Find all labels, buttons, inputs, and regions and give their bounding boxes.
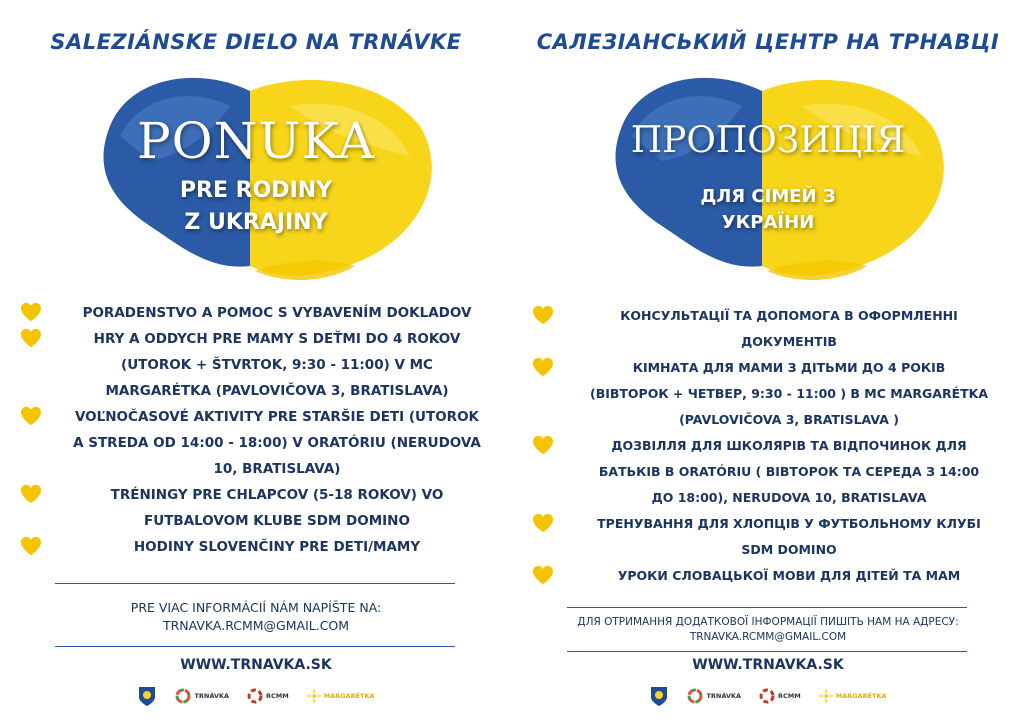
left-hero-sub2: Z UKRAJINY (184, 210, 328, 235)
yellow-heart-icon (20, 484, 42, 504)
left-contact-email[interactable]: TRNAVKA.RCMM@GMAIL.COM (162, 618, 350, 633)
offer-item (532, 433, 1012, 511)
trnavka-logo: TRNÁVKA (687, 688, 741, 704)
offer-item-line: HRY A ODDYCH PRE MAMY S DEŤMI DO 4 ROKOV (93, 331, 461, 347)
left-hero-sub1: PRE RODINY (179, 178, 333, 203)
left-hero-title: PONUKA (137, 112, 375, 170)
left-offer-list (20, 300, 500, 560)
yellow-heart-icon (532, 435, 554, 455)
left-partner-logos (0, 681, 512, 711)
yellow-heart-icon (20, 328, 42, 348)
ukrainian-poster (512, 0, 1024, 723)
offer-item-line: PORADENSTVO A POMOC S VYBAVENÍM DOKLADOV (82, 305, 472, 321)
offer-item-line: КОНСУЛЬТАЦІЇ ТА ДОПОМОГА В ОФОРМЛЕННІ (620, 308, 958, 323)
offer-item (20, 482, 500, 534)
right-hero-sub1: ДЛЯ СІМЕЙ З (700, 186, 836, 207)
offer-item (20, 534, 500, 560)
offer-item-line: VOĽNOČASOVÉ AKTIVITY PRE STARŠIE DETI (UTOROK (74, 409, 480, 425)
yellow-heart-icon (532, 513, 554, 533)
right-contact-email[interactable]: TRNAVKA.RCMM@GMAIL.COM (689, 631, 847, 643)
left-divider-bottom (55, 646, 455, 647)
offer-item-line: (PAVLOVIČOVA 3, BRATISLAVA ) (679, 412, 899, 427)
offer-item-line: ДОЗВІЛЛЯ ДЛЯ ШКОЛЯРІВ ТА ВІДПОЧИНОК ДЛЯ (611, 438, 967, 453)
offer-item (532, 355, 1012, 433)
right-title: САЛЕЗІАНСЬКИЙ ЦЕНТР НА ТРНАВЦІ (536, 30, 1000, 54)
sdm-shield-icon (137, 685, 157, 707)
right-partner-logos (512, 681, 1024, 711)
offer-item (532, 511, 1012, 563)
offer-item-line: БАТЬКІВ В ORATÓRIU ( ВІВТОРОК ТА СЕРЕДА З 14:00 (598, 464, 980, 479)
right-offer-list (532, 303, 1012, 589)
offer-item-line: SDM DOMINO (741, 542, 837, 557)
offer-item-line: ТРЕНУВАННЯ ДЛЯ ХЛОПЦІВ У ФУТБОЛЬНОМУ КЛУБІ (597, 516, 981, 531)
yellow-heart-icon (20, 536, 42, 556)
left-title: SALEZIÁNSKE DIELO NA TRNÁVKE (50, 30, 462, 54)
left-contact-line1: PRE VIAC INFORMÁCIÍ NÁM NAPÍŠTE NA: (130, 600, 382, 615)
heart-watercolor-blob (602, 66, 962, 291)
rcmm-logo: RCMM (759, 688, 801, 704)
yellow-heart-icon (532, 565, 554, 585)
sdm-shield-icon (649, 685, 669, 707)
offer-item (532, 563, 1012, 589)
right-contact-line1: ДЛЯ ОТРИМАННЯ ДОДАТКОВОЇ ІНФОРМАЦІЇ ПИШІТЬ НАМ НА АДРЕСУ: (577, 616, 959, 628)
offer-item-line: ДО 18:00), NERUDOVA 10, BRATISLAVA (651, 490, 927, 505)
yellow-heart-icon (20, 406, 42, 426)
yellow-heart-icon (532, 357, 554, 377)
offer-item-line: A STREDA OD 14:00 - 18:00) V ORATÓRIU (NERUDOVA (73, 435, 481, 451)
left-website-link[interactable]: WWW.TRNAVKA.SK (180, 657, 332, 673)
offer-item-line: TRÉNINGY PRE CHLAPCOV (5-18 ROKOV) VO (110, 487, 444, 503)
offer-item (20, 326, 500, 404)
offer-item-line: КІМНАТА ДЛЯ МАМИ З ДІТЬМИ ДО 4 РОКІВ (632, 360, 946, 375)
offer-item-line: MARGARÉTKA (PAVLOVIČOVA 3, BRATISLAVA) (105, 383, 449, 399)
offer-item-line: (ВІВТОРОК + ЧЕТВЕР, 9:30 - 11:00 ) В MC MARGARÉTKA (589, 386, 988, 401)
trnavka-logo: TRNÁVKA (175, 688, 229, 704)
offer-item (532, 303, 1012, 355)
offer-item (20, 300, 500, 326)
rcmm-logo: RCMM (247, 688, 289, 704)
offer-item-line: 10, BRATISLAVA) (213, 461, 341, 477)
yellow-heart-icon (532, 305, 554, 325)
margaretka-logo: MARGARÉTKA (819, 689, 887, 703)
right-hero-sub2: УКРАЇНИ (721, 212, 815, 233)
offer-item-line: FUTBALOVOM KLUBE SDM DOMINO (144, 513, 410, 529)
offer-item-line: УРОКИ СЛОВАЦЬКОЇ МОВИ ДЛЯ ДІТЕЙ ТА МАМ (617, 568, 961, 583)
offer-item (20, 404, 500, 482)
margaretka-logo: MARGARÉTKA (307, 689, 375, 703)
left-divider-top (55, 583, 455, 584)
yellow-heart-icon (20, 302, 42, 322)
offer-item-line: ДОКУМЕНТІВ (741, 334, 837, 349)
right-hero-title: ПРОПОЗИЦІЯ (630, 120, 906, 161)
offer-item-line: (UTOROK + ŠTVRTOK, 9:30 - 11:00) V MC (121, 357, 433, 373)
offer-item-line: HODINY SLOVENČINY PRE DETI/MAMY (133, 539, 421, 555)
right-website-link[interactable]: WWW.TRNAVKA.SK (692, 657, 844, 673)
right-divider-bottom (567, 651, 967, 652)
right-divider-top (567, 607, 967, 608)
